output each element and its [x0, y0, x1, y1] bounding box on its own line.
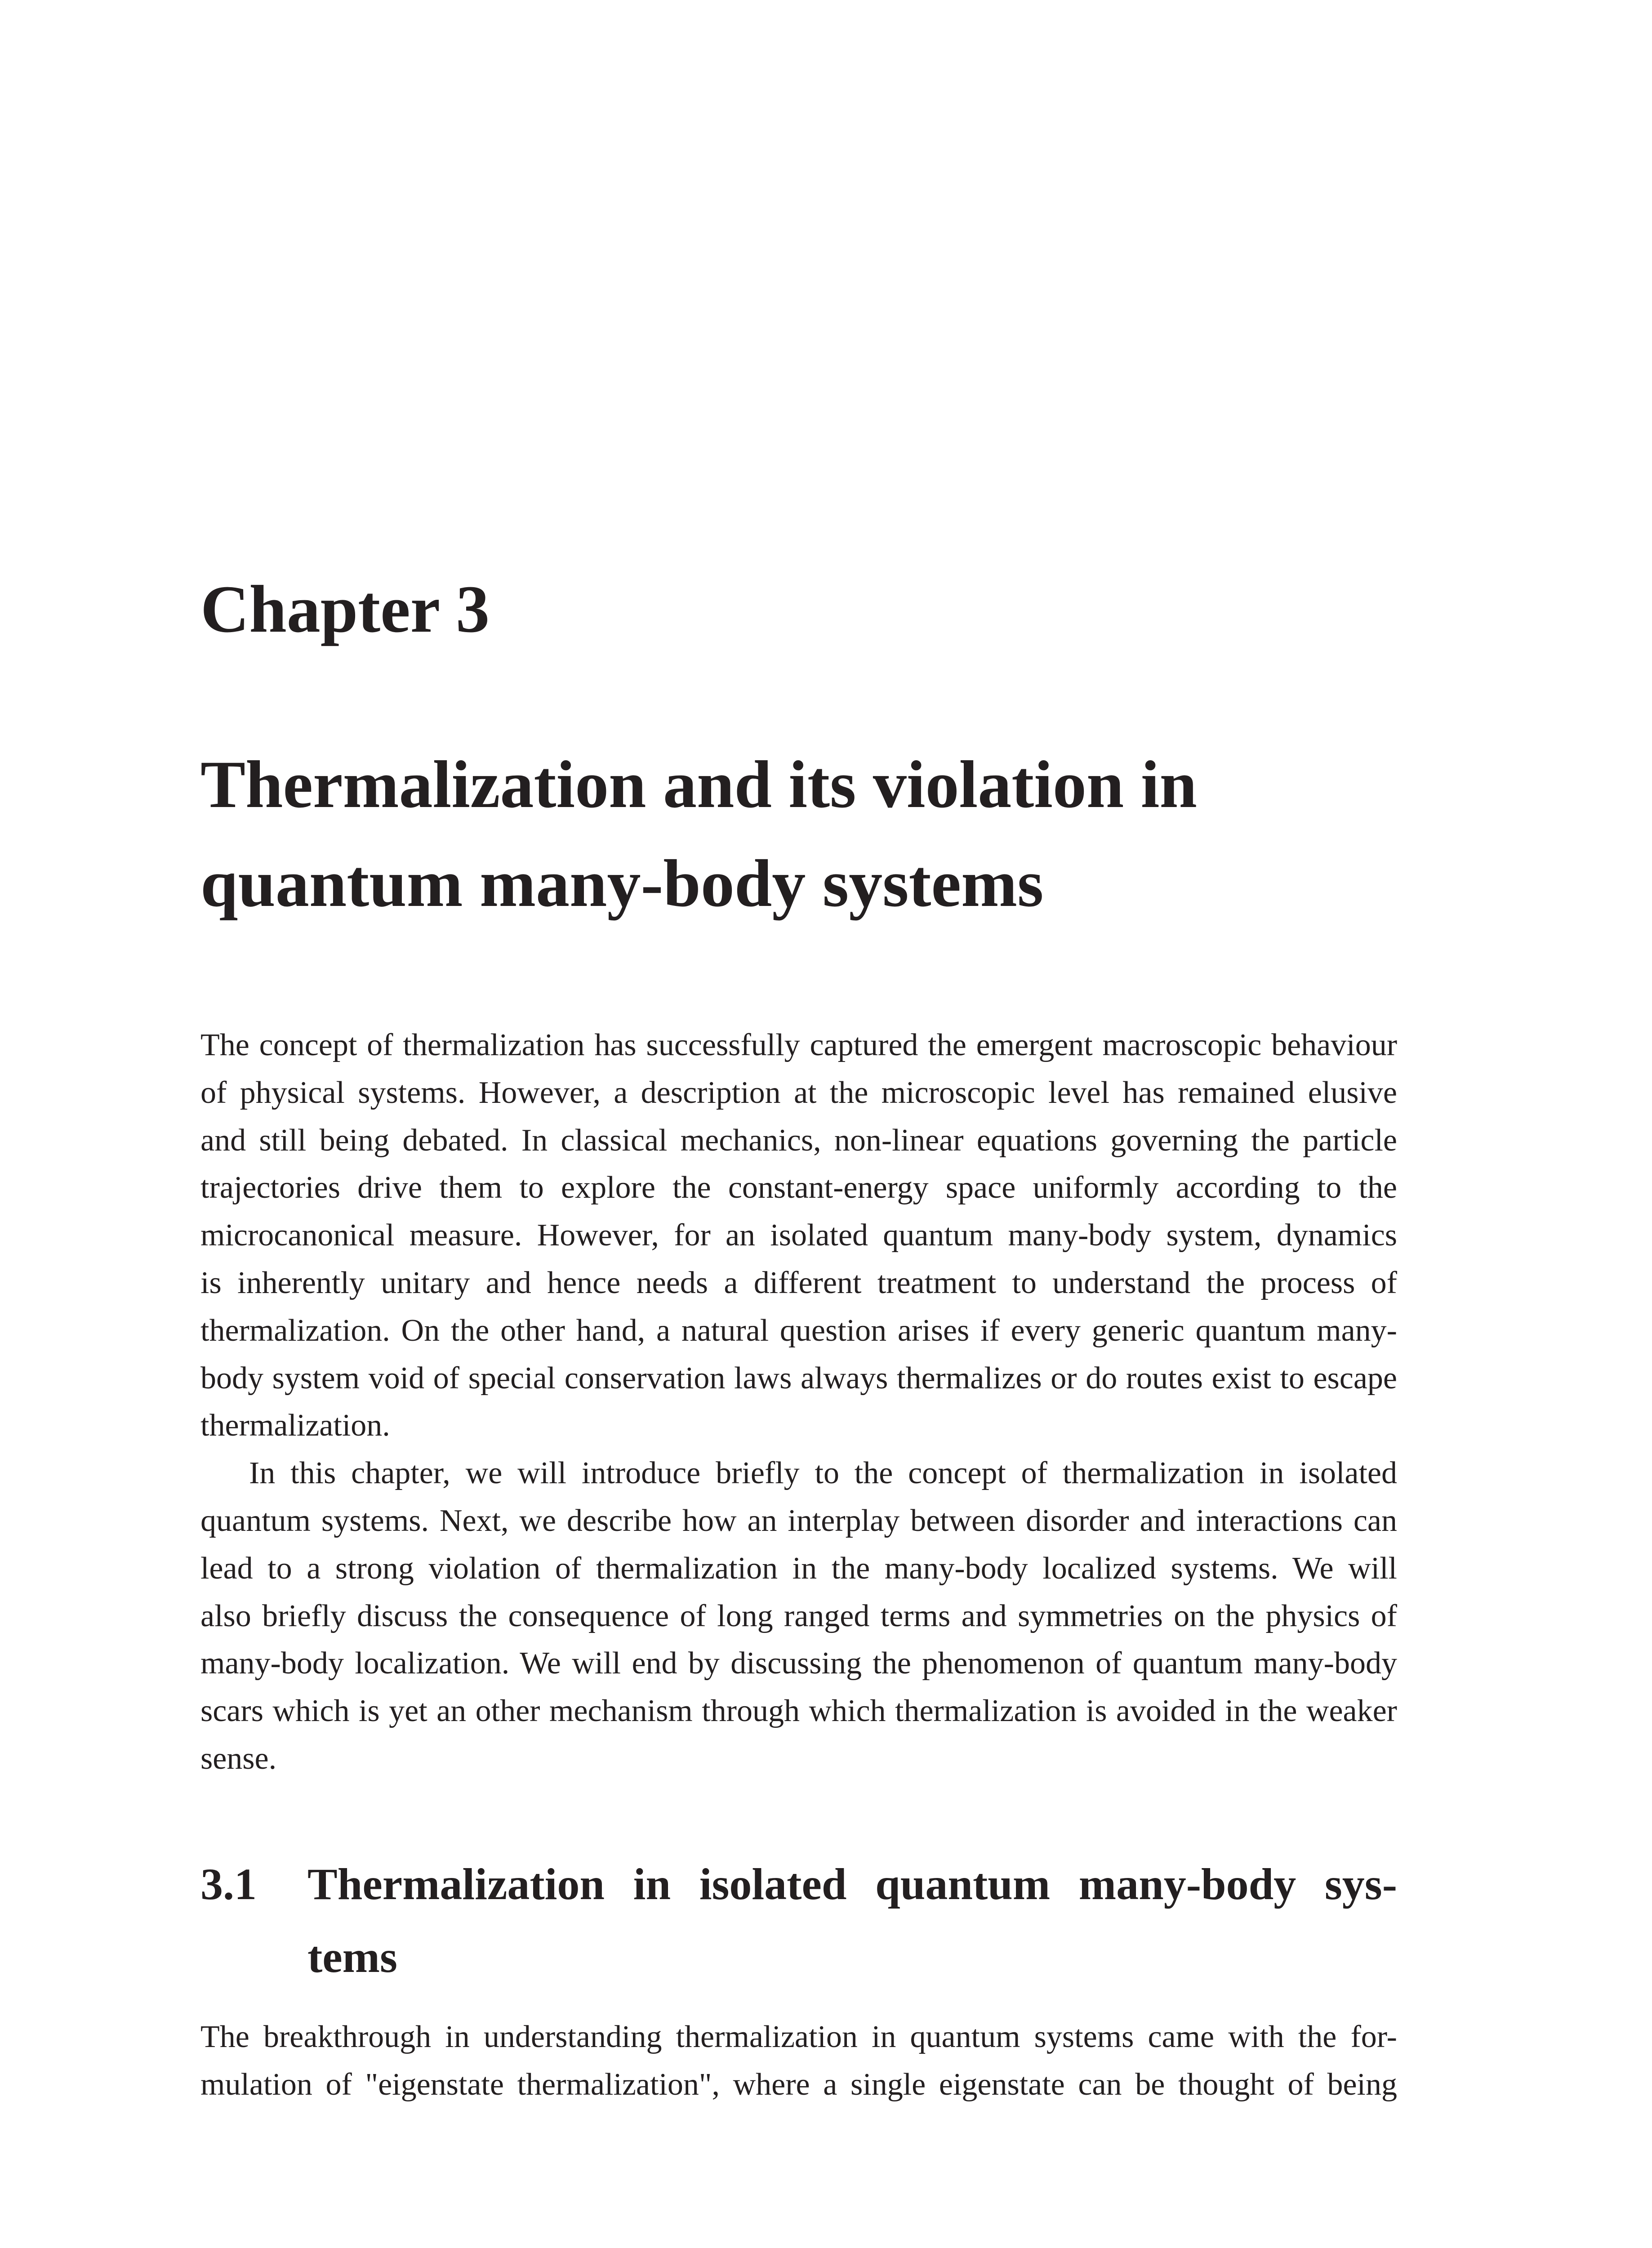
text-line: quantum systems. Next, we describe how an interplay between disorder and interactions can [200, 1503, 1397, 1538]
text-line: lead to a strong violation of thermalization in the many-body localized systems. We will [200, 1551, 1397, 1586]
section-title [307, 1848, 1397, 1994]
section-title-line: Thermalization in isolated quantum many-body sys- [307, 1859, 1397, 1909]
intro-paragraph-1 [200, 1021, 1397, 1450]
section-number: 3.1 [200, 1859, 257, 1909]
section-title-line: tems [307, 1932, 397, 1982]
chapter-title [200, 735, 1414, 933]
text-line: of physical systems. However, a description at the microscopic level has remained elusive [200, 1075, 1397, 1110]
text-line: body system void of special conservation laws always thermalizes or do routes exist to escape [200, 1360, 1397, 1396]
section-body [200, 2013, 1397, 2109]
text-line: and still being debated. In classical mechanics, non-linear equations governing the particle [200, 1123, 1397, 1158]
text-line: thermalization. [200, 1408, 390, 1443]
text-line: In this chapter, we will introduce briefly to the concept of thermalization in isolated [249, 1456, 1397, 1491]
text-line: mulation of "eigenstate thermalization", where a single eigenstate can be thought of being [200, 2067, 1397, 2102]
chapter-title-line: Thermalization and its violation in [200, 747, 1197, 822]
text-line: The breakthrough in understanding thermalization in quantum systems came with the for- [200, 2020, 1397, 2054]
intro-text [200, 1021, 1397, 1783]
text-line: trajectories drive them to explore the constant-energy space uniformly according to the [200, 1170, 1397, 1205]
text-line: is inherently unitary and hence needs a different treatment to understand the process of [200, 1265, 1397, 1300]
text-line: The concept of thermalization has successfully captured the emergent macroscopic behaviour [200, 1028, 1397, 1062]
text-line: microcanonical measure. However, for an isolated quantum many-body system, dynamics [200, 1218, 1397, 1253]
text-line: many-body localization. We will end by discussing the phenomenon of quantum many-body [200, 1646, 1397, 1681]
text-line: sense. [200, 1741, 277, 1776]
chapter-label: Chapter 3 [200, 572, 490, 647]
text-line: also briefly discuss the consequence of long ranged terms and symmetries on the physics of [200, 1598, 1397, 1633]
section-heading [200, 1848, 1397, 1994]
text-line: scars which is yet an other mechanism through which thermalization is avoided in the weaker [200, 1694, 1397, 1729]
chapter-title-line: quantum many-body systems [200, 846, 1044, 921]
text-line: thermalization. On the other hand, a natural question arises if every generic quantum many- [200, 1313, 1397, 1348]
intro-paragraph-2 [200, 1450, 1397, 1783]
